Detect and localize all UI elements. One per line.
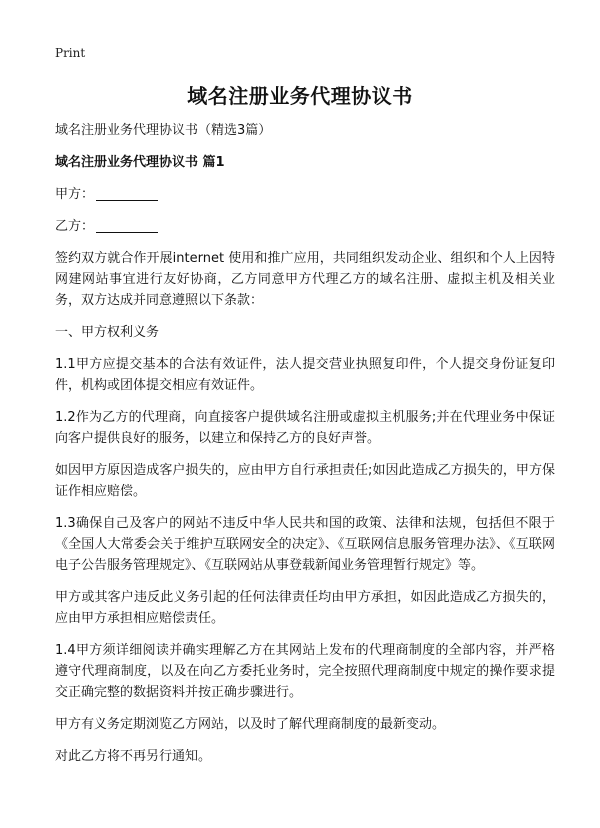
paragraph-1-1: 1.1甲方应提交基本的合法有效证件，法人提交营业执照复印件，个人提交身份证复印件，机构或团体提交相应有效证件。 (55, 357, 555, 393)
party-b-blank (96, 218, 158, 233)
heading-party-a-rights: 一、甲方权利义务 (55, 325, 160, 340)
paragraph-1-3: 1.3确保自己及客户的网站不违反中华人民共和国的政策、法律和法规，包括但不限于《全国人大常委会关于维护互联网安全的决定》、《互联网信息服务管理办法》、《互联网电子公告服务管理规定》、《互联网站从事登载新闻业务管理暂行规定》等。 (55, 516, 555, 573)
party-a-label: 甲方： (55, 187, 95, 202)
document-body (55, 120, 555, 778)
paragraph-intro: 签约双方就合作开展internet 使用和推广应用，共同组织发动企业、组织和个人上因特网建网站事宜进行友好协商，乙方同意甲方代理乙方的域名注册、虚拟主机及相关业务，双方达成并同意遵照以下条款： (55, 251, 555, 308)
section-heading: 域名注册业务代理协议书 篇1 (55, 155, 225, 170)
paragraph-no-notice: 对此乙方将不再另行通知。 (55, 749, 212, 764)
party-b-label: 乙方： (55, 219, 95, 234)
party-a-blank (96, 186, 158, 201)
print-link[interactable]: Print (55, 46, 86, 60)
party-a-line (55, 184, 555, 205)
paragraph-1-2: 1.2作为乙方的代理商，向直接客户提供域名注册或虚拟主机服务;并在代理业务中保证向客户提供良好的服务，以建立和保持乙方的良好声誉。 (55, 410, 555, 446)
document-title: 域名注册业务代理协议书 (187, 84, 413, 108)
paragraph-violation: 甲方或其客户违反此义务引起的任何法律责任均由甲方承担，如因此造成乙方损失的，应由甲方承担相应赔偿责任。 (55, 590, 555, 626)
party-b-line (55, 216, 555, 237)
paragraph-liability: 如因甲方原因造成客户损失的，应由甲方自行承担责任;如因此造成乙方损失的，甲方保证作相应赔偿。 (55, 463, 555, 499)
paragraph-1-4: 1.4甲方须详细阅读并确实理解乙方在其网站上发布的代理商制度的全部内容，并严格遵守代理商制度，以及在向乙方委托业务时，完全按照代理商制度中规定的操作要求提交正确完整的数据资料并按正确步骤进行。 (55, 643, 555, 700)
paragraph-browse-duty: 甲方有义务定期浏览乙方网站，以及时了解代理商制度的最新变动。 (55, 717, 446, 732)
document-subtitle: 域名注册业务代理协议书（精选3篇） (55, 123, 272, 138)
